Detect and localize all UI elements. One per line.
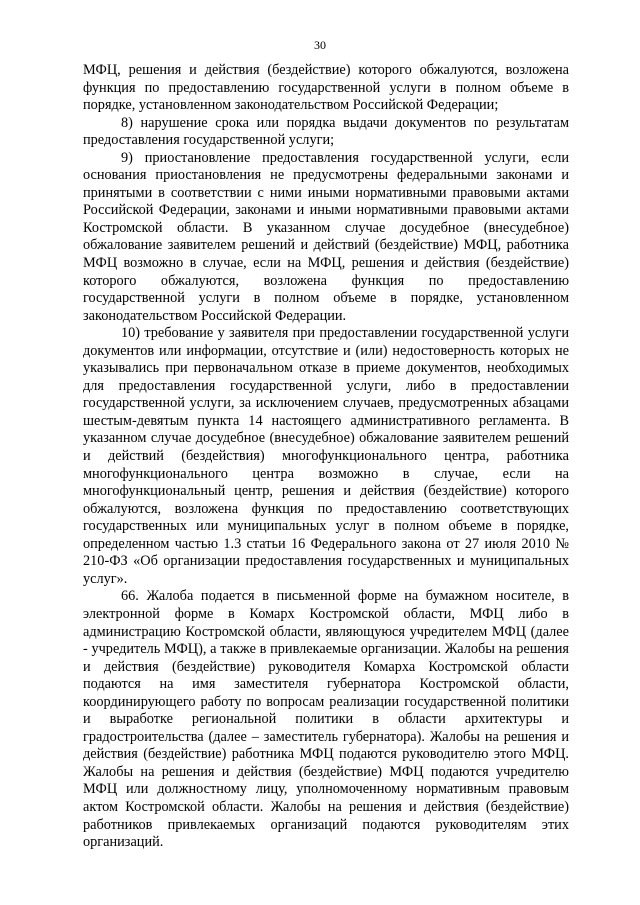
paragraph-item-9: 9) приостановление предоставления государственной услуги, если основания приостановления не предусмотрены федеральными законами и принятыми в соответствии с ними иными нормативными правовыми актами Российской Федерации, законами и иными нормативными правовыми актами Костромской области. В указанном случае досудебное (внесудебное) обжалование заявителем решений и действий (бездействие) МФЦ, работника МФЦ возможно в случае, если на МФЦ, решения и действия (бездействие) которого обжалуются, возложена функция по предоставлению государственной услуги в полном объеме в порядке, установленном законодательством Российской Федерации.: [83, 149, 569, 324]
paragraph-66: 66. Жалоба подается в письменной форме на бумажном носителе, в электронной форме в Комарх Костромской области, МФЦ либо в администрацию Костромской области, являющуюся учредителем МФЦ (далее - учредитель МФЦ), а также в привлекаемые организации. Жалобы на решения и действия (бездействие) руководителя Комарха Костромской области подаются на имя заместителя губернатора Костромской области, координирующего работу по вопросам реализации государственной политики и выработке региональной политики в области архитектуры и градостроительства (далее – заместитель губернатора). Жалобы на решения и действия (бездействие) работника МФЦ подаются руководителю этого МФЦ. Жалобы на решения и действия (бездействие) МФЦ подаются учредителю МФЦ или должностному лицу, уполномоченному нормативным правовым актом Костромской области. Жалобы на решения и действия (бездействие) работников привлекаемых организаций подаются руководителям этих организаций.: [83, 588, 569, 851]
page-number: 30: [314, 38, 326, 52]
paragraph-item-8: 8) нарушение срока или порядка выдачи документов по результатам предоставления государственной услуги;: [83, 114, 569, 149]
paragraph-continuation: МФЦ, решения и действия (бездействие) которого обжалуются, возложена функция по предоставлению государственной услуги в полном объеме в порядке, установленном законодательством Российской Федерации;: [83, 62, 569, 114]
document-body: [83, 62, 569, 852]
paragraph-item-10: 10) требование у заявителя при предоставлении государственной услуги документов или информации, отсутствие и (или) недостоверность которых не указывались при первоначальном отказе в приеме документов, необходимых для предоставления государственной услуги, либо в предоставлении государственной услуги, за исключением случаев, предусмотренных абзацами шестым-девятым пункта 14 настоящего административного регламента. В указанном случае досудебное (внесудебное) обжалование заявителем решений и действий (бездействия) многофункционального центра, работника многофункционального центра возможно в случае, если на многофункциональный центр, решения и действия (бездействие) которого обжалуются, возложена функция по предоставлению соответствующих государственных или муниципальных услуг в полном объеме в порядке, определенном частью 1.3 статьи 16 Федерального закона от 27 июля 2010 № 210-ФЗ «Об организации предоставления государственных и муниципальных услуг».: [83, 325, 569, 587]
